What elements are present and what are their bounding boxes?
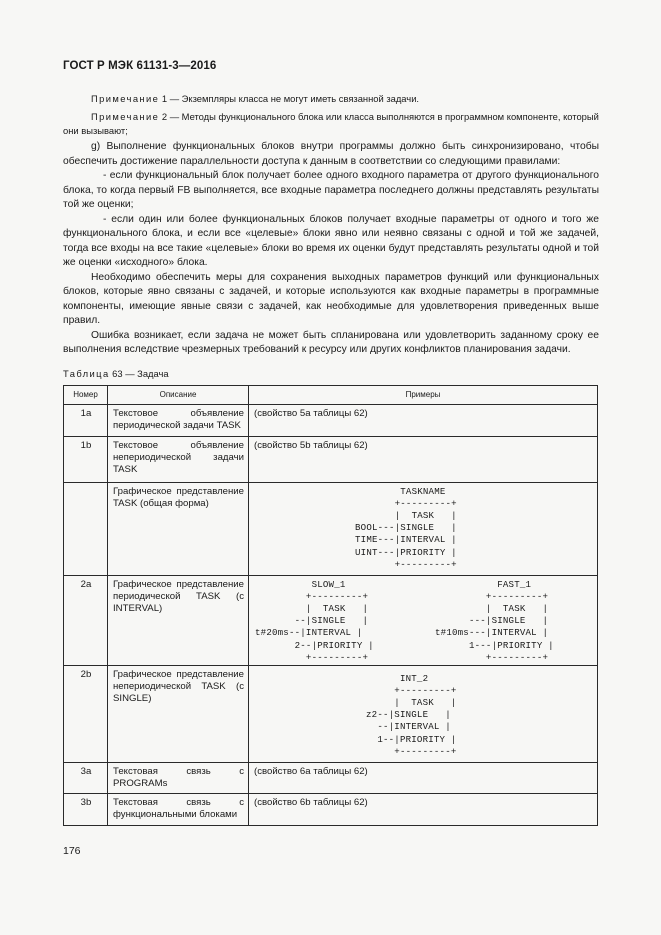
task-slow-diagram: SLOW_1 +---------+ | TASK | --|SINGLE | t#20ms--|INTERVAL | 2--|PRIORITY | +---------+: [255, 578, 374, 663]
row-example: [249, 482, 598, 575]
table-row: [64, 794, 598, 826]
row-example: [249, 575, 598, 665]
task-table: [63, 385, 598, 826]
caption-text: 63 — Задача: [109, 368, 169, 379]
task-int2-diagram: INT_2 +---------+ | TASK | z2--|SINGLE | --|INTERVAL | 1--|PRIORITY | +---------+: [366, 672, 457, 757]
row-description: Текстовая связь с функциональными блоками: [108, 794, 249, 826]
row-example: (свойство 5a таблицы 62): [249, 405, 598, 436]
row-number: 1b: [64, 436, 108, 482]
row-number: [64, 482, 108, 575]
table-header-row: [64, 386, 598, 405]
task-general-diagram: TASKNAME +---------+ | TASK | BOOL---|SINGLE | TIME---|INTERVAL | UINT---|PRIORITY | +---------+: [355, 485, 457, 570]
task-fast-diagram: FAST_1 +---------+ | TASK | ---|SINGLE | t#10ms---|INTERVAL | 1---|PRIORITY | +---------+: [435, 578, 554, 663]
note-label: Примечание: [91, 111, 160, 122]
table-row: [64, 665, 598, 762]
body-text: [63, 140, 599, 358]
row-example: (свойство 6a таблицы 62): [249, 762, 598, 793]
row-description: Графическое представление периодической TASK (c INTERVAL): [108, 575, 249, 665]
row-number: 1a: [64, 405, 108, 436]
row-description: Графическое представление непериодической TASK (c SINGLE): [108, 665, 249, 762]
table-row: [64, 762, 598, 793]
note-text: 1 — Экземпляры класса не могут иметь связанной задачи.: [159, 93, 420, 104]
paragraph: Ошибка возникает, если задача не может быть спланирована или удовлетворить заданному сроку ее выполнения вследствие чрезмерных требований к ресурсу или других конфликтов планирования задачи.: [63, 329, 599, 355]
rule-item-1: - если функциональный блок получает более одного входного параметра от другого функционального блока, то когда первый FB выполняется, все входные параметра последнего должны представлять результаты той же оценки;: [63, 170, 599, 210]
row-description: Текстовая связь c PROGRAMs: [108, 762, 249, 793]
note-2: [63, 110, 599, 138]
row-description: Текстовое объявление непериодической задачи TASK: [108, 436, 249, 482]
table-caption: [63, 368, 169, 379]
column-header-number: Номер: [64, 386, 108, 405]
table-row: [64, 436, 598, 482]
document-header: ГОСТ Р МЭК 61131-3—2016: [63, 60, 217, 72]
table-row: [64, 482, 598, 575]
row-number: 3a: [64, 762, 108, 793]
page-number: 176: [63, 845, 81, 857]
row-description: Текстовое объявление периодической задачи TASK: [108, 405, 249, 436]
column-header-description: Описание: [108, 386, 249, 405]
row-example: (свойство 5b таблицы 62): [249, 436, 598, 482]
caption-label: Таблица: [63, 368, 110, 379]
row-example: (свойство 6b таблицы 62): [249, 794, 598, 826]
column-header-examples: Примеры: [249, 386, 598, 405]
row-number: 3b: [64, 794, 108, 826]
note-text: 2 — Методы функционального блока или класса выполняются в программном компоненте, который они вызывают;: [63, 111, 599, 136]
row-number: 2a: [64, 575, 108, 665]
row-number: 2b: [64, 665, 108, 762]
table-row: [64, 575, 598, 665]
paragraph-g: g) Выполнение функциональных блоков внутри программы должно быть синхронизировано, чтобы обеспечить достижение параллельности доступа к данным в соответствии со следующими правилами:: [63, 141, 599, 167]
note-1: [63, 92, 599, 106]
row-example: [249, 665, 598, 762]
rule-item-2: - если один или более функциональных блоков получает входные параметры от одного и того же функционального блока, и если все «целевые» блоки явно или неявно связаны с одной и той же задачей, тогда все входы на все такие «целевые» блоки во время их оценки будут представлять результаты одной и той же оценки «исходного» блока.: [63, 213, 599, 268]
note-label: Примечание: [91, 93, 160, 104]
table-row: [64, 405, 598, 436]
row-description: Графическое представление TASK (общая форма): [108, 482, 249, 575]
paragraph: Необходимо обеспечить меры для сохранения выходных параметров функций или функциональных блоков, которые явно связаны с задачей, и которые используются как входные параметры в программные компоненты, имеющие явные связи с задачей, как необходимые для удовлетворения приведенных выше правил.: [63, 271, 599, 326]
